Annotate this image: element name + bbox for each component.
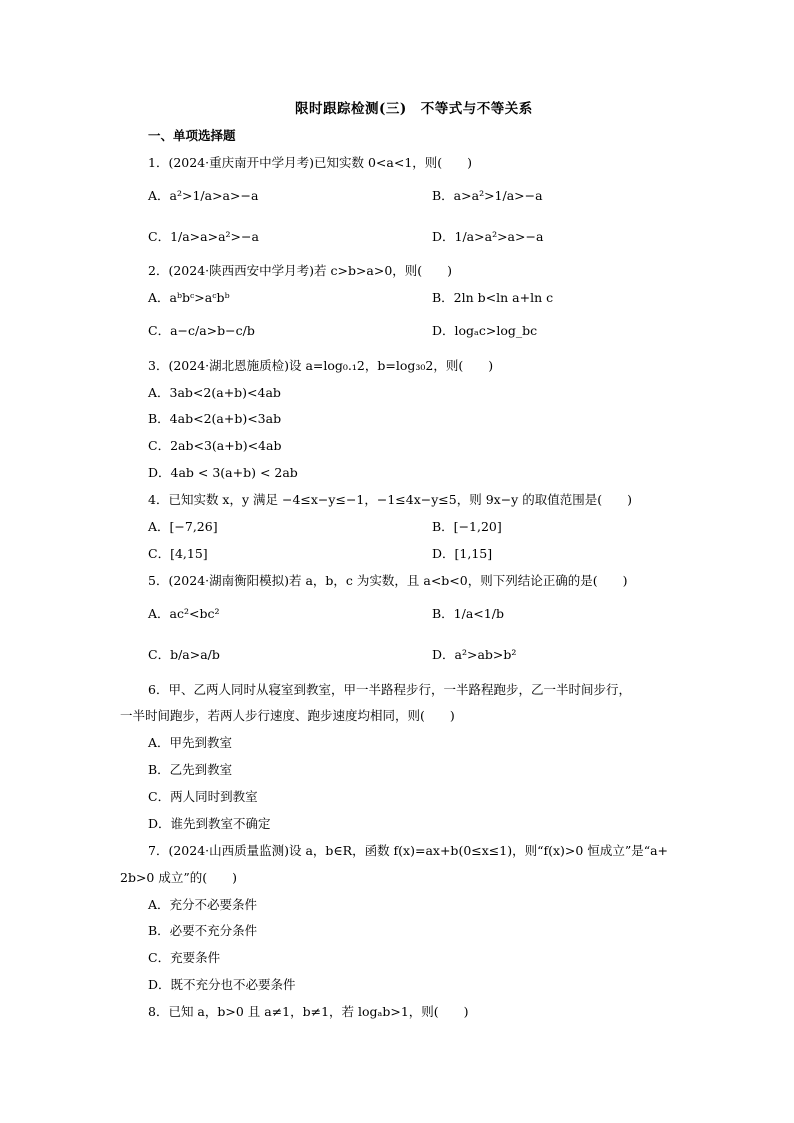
question-4-option-a: A．[−7,26] [148, 519, 218, 534]
question-3-option-c: C．2ab<3(a+b)<4ab [148, 438, 282, 453]
page-title: 限时跟踪检测(三) 不等式与不等关系 [295, 101, 533, 117]
question-5-option-b: B．1/a<1/b [432, 606, 504, 621]
question-7-option-d: D．既不充分也不必要条件 [148, 977, 296, 992]
question-4-stem: 4．已知实数 x，y 满足 −4≤x−y≤−1，−1≤4x−y≤5，则 9x−y 的取值范围是( ) [148, 492, 632, 507]
question-2-option-c: C．a−c/a>b−c/b [148, 323, 255, 338]
question-6-option-b: B．乙先到教室 [148, 762, 233, 777]
question-3-option-a: A．3ab<2(a+b)<4ab [148, 385, 281, 400]
question-6-option-a: A．甲先到教室 [148, 735, 233, 750]
question-2-option-b: B．2ln b<ln a+ln c [432, 290, 554, 305]
question-1-stem: 1．(2024·重庆南开中学月考)已知实数 0<a<1，则( ) [148, 155, 473, 170]
question-5-option-c: C．b/a>a/b [148, 647, 220, 662]
question-1-option-d: D．1/a>a²>a>−a [432, 229, 544, 244]
question-5-stem: 5．(2024·湖南衡阳模拟)若 a，b，c 为实数，且 a<b<0，则下列结论正确的是( ) [148, 573, 628, 588]
question-6-option-d: D．谁先到教室不确定 [148, 816, 271, 831]
question-3-option-d: D．4ab < 3(a+b) < 2ab [148, 465, 298, 480]
question-7-option-c: C．充要条件 [148, 950, 221, 965]
question-6-stem-line-1: 6．甲、乙两人同时从寝室到教室，甲一半路程步行，一半路程跑步，乙一半时间步行， [148, 682, 631, 697]
question-6-stem-line-2: 一半时间跑步，若两人步行速度、跑步速度均相同，则( ) [120, 708, 455, 723]
question-7-option-a: A．充分不必要条件 [148, 897, 258, 912]
question-7-option-b: B．必要不充分条件 [148, 923, 258, 938]
question-1-option-b: B．a>a²>1/a>−a [432, 188, 543, 203]
question-4-option-d: D．[1,15] [432, 546, 493, 561]
question-1-option-a: A．a²>1/a>a>−a [148, 188, 259, 203]
question-3-option-b: B．4ab<2(a+b)<3ab [148, 411, 282, 426]
section-heading: 一、单项选择题 [148, 128, 236, 143]
question-7-stem-line-1: 7．(2024·山西质量监测)设 a，b∈R，函数 f(x)=ax+b(0≤x≤1)，则“f(x)>0 恒成立”是“a+ [148, 843, 669, 858]
question-2-option-d: D．logₐc>log_bc [432, 323, 538, 338]
question-3-stem: 3．(2024·湖北恩施质检)设 a=log₀.₁2，b=log₃₀2，则( ) [148, 358, 494, 373]
question-2-option-a: A．aᵇbᶜ>aᶜbᵇ [148, 290, 230, 305]
question-5-option-d: D．a²>ab>b² [432, 647, 517, 662]
question-4-option-c: C．[4,15] [148, 546, 208, 561]
question-7-stem-line-2: 2b>0 成立”的( ) [120, 870, 237, 885]
question-4-option-b: B．[−1,20] [432, 519, 502, 534]
question-2-stem: 2．(2024·陕西西安中学月考)若 c>b>a>0，则( ) [148, 263, 453, 278]
question-6-option-c: C．两人同时到教室 [148, 789, 258, 804]
question-8-stem: 8．已知 a，b>0 且 a≠1，b≠1，若 logₐb>1，则( ) [148, 1004, 469, 1019]
question-1-option-c: C．1/a>a>a²>−a [148, 229, 259, 244]
question-5-option-a: A．ac²<bc² [148, 606, 220, 621]
